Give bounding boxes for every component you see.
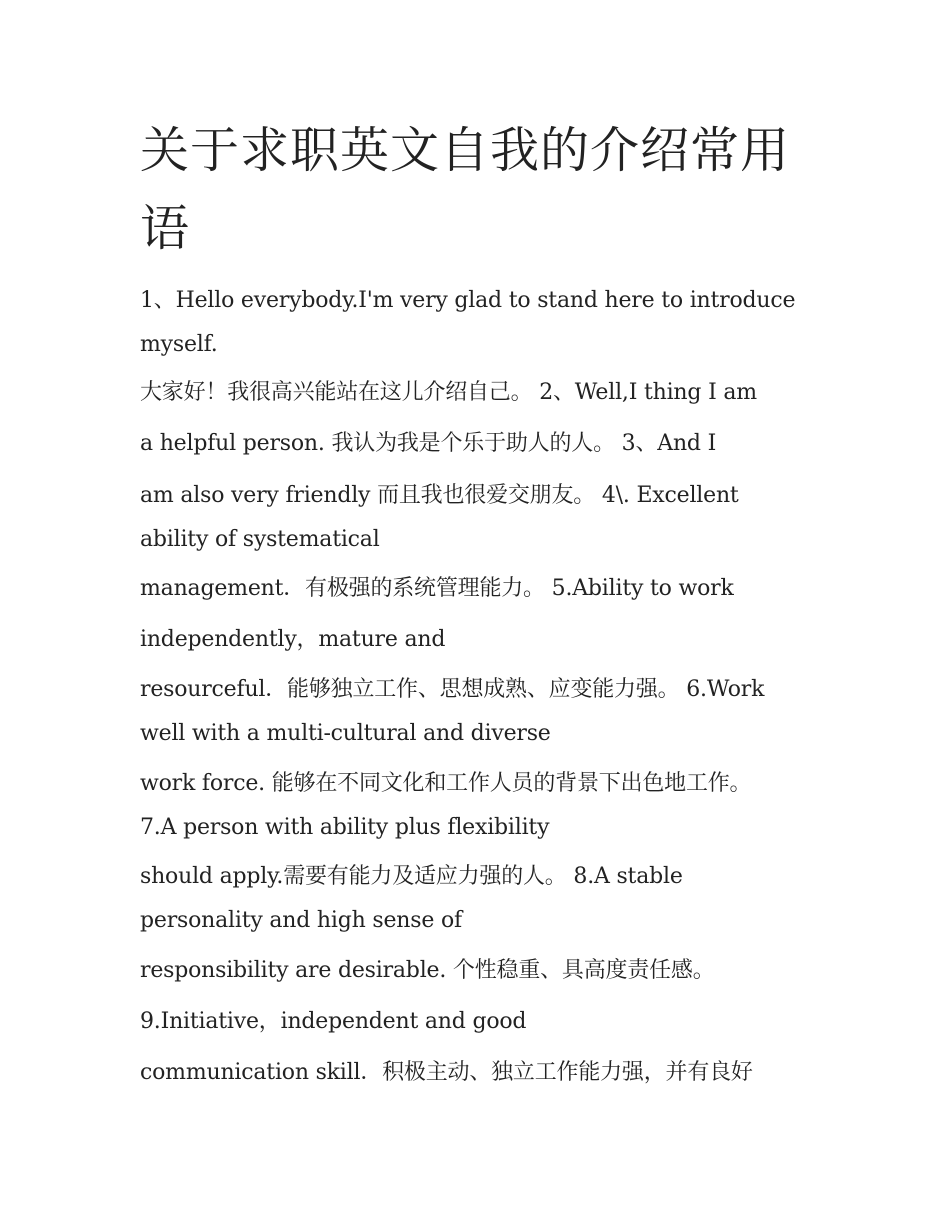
- text-line: am also very friendly 而且我也很爱交朋友。 4\. Excellent: [140, 483, 739, 508]
- text-line: personality and high sense of: [140, 908, 462, 933]
- text-line: independently，mature and: [140, 627, 446, 652]
- text-line: resourceful．能够独立工作、思想成熟、应变能力强。 6.Work: [140, 677, 765, 702]
- text-line: work force. 能够在不同文化和工作人员的背景下出色地工作。: [140, 771, 752, 796]
- text-line: well with a multi-cultural and diverse: [140, 721, 551, 746]
- document-title: 关于求职英文自我的介绍常用语: [140, 122, 791, 257]
- text-line: 大家好！我很高兴能站在这儿介绍自己。 2、Well,I thing I am: [140, 380, 757, 405]
- text-line: a helpful person. 我认为我是个乐于助人的人。 3、And I: [140, 431, 717, 456]
- text-line: should apply.需要有能力及适应力强的人。 8.A stable: [140, 864, 683, 889]
- text-line: 7.A person with ability plus flexibility: [140, 815, 550, 840]
- text-line: communication skill．积极主动、独立工作能力强，并有良好: [140, 1060, 753, 1085]
- text-line: 9.Initiative，independent and good: [140, 1009, 527, 1034]
- text-line: ability of systematical: [140, 527, 380, 552]
- text-line: 1、Hello everybody.I'm very glad to stand here to introduce: [140, 288, 796, 313]
- text-line: myself.: [140, 332, 218, 357]
- text-line: responsibility are desirable. 个性稳重、具高度责任感。: [140, 958, 715, 983]
- text-line: management．有极强的系统管理能力。 5.Ability to work: [140, 576, 734, 601]
